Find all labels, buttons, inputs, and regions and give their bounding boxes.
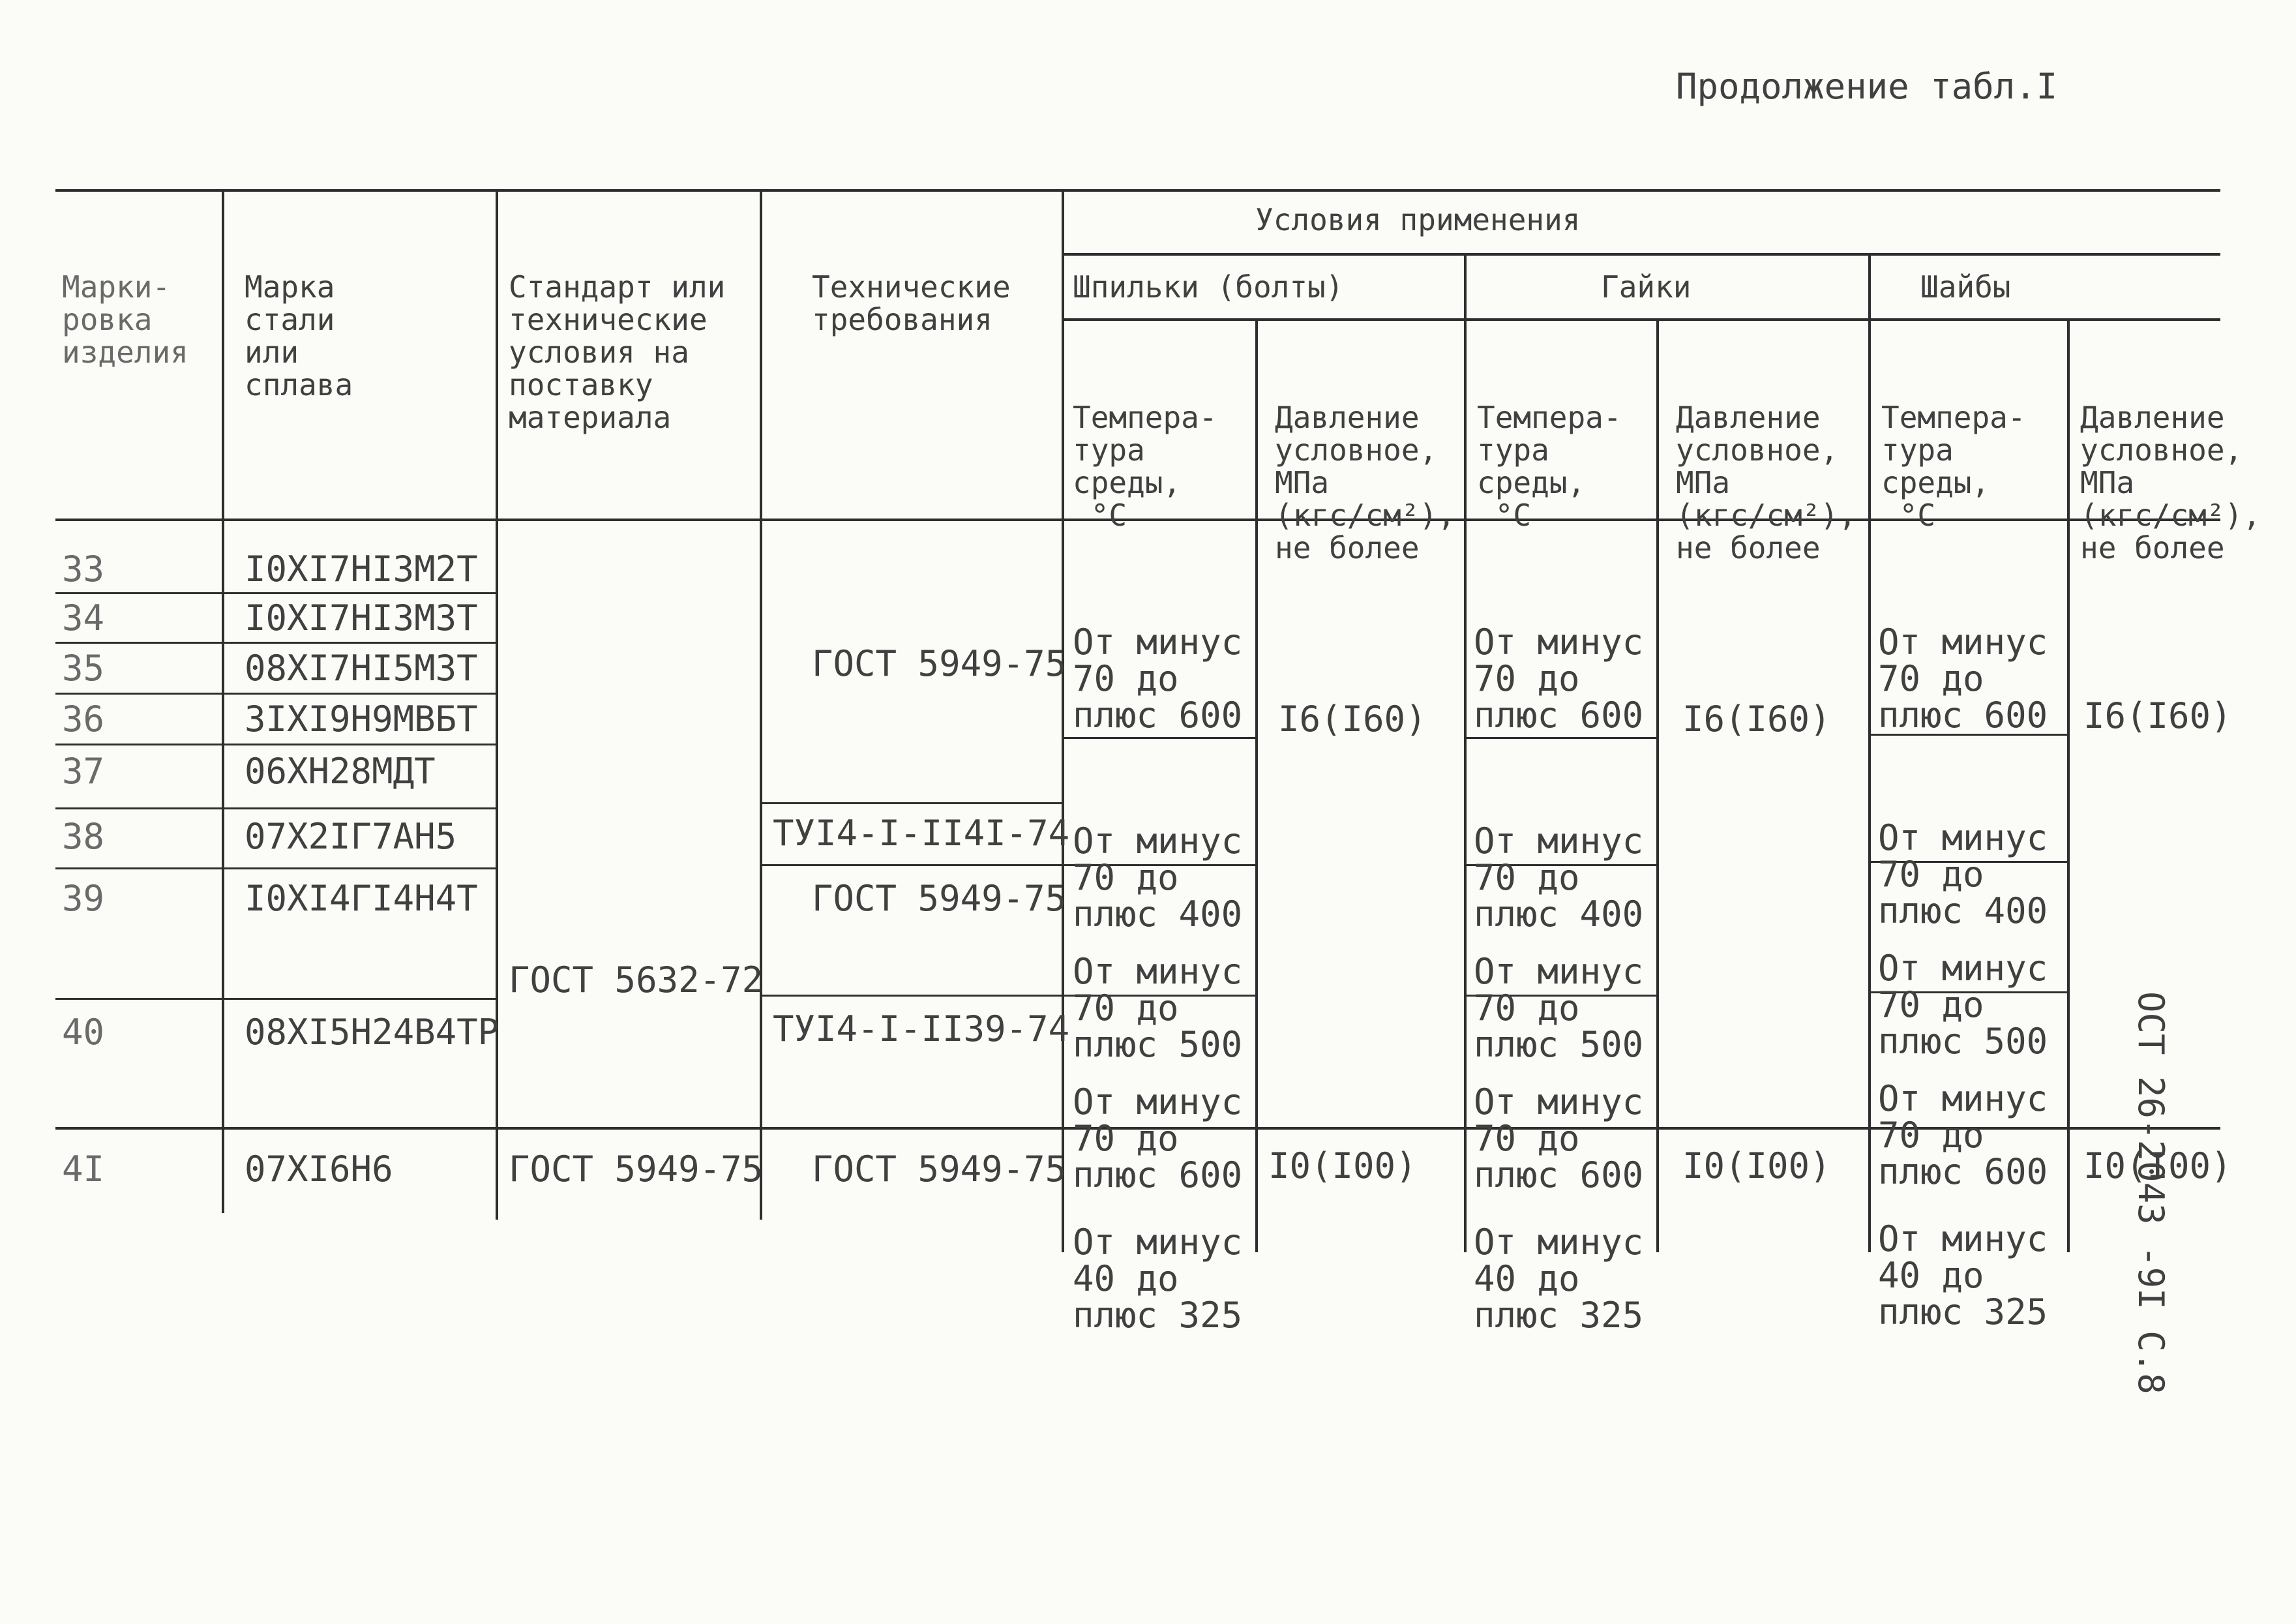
col-rule bbox=[2067, 318, 2070, 1252]
col-rule bbox=[222, 189, 224, 1213]
row-rule bbox=[55, 642, 496, 644]
tech-requirement: ГОСТ 5949-75 bbox=[812, 878, 1067, 919]
pressure-studs: I0(I00) bbox=[1268, 1145, 1417, 1186]
temp-nuts: От минус 70 до плюс 600 bbox=[1474, 622, 1644, 736]
header-steel: Марка стали или сплава bbox=[245, 269, 353, 402]
row-number: 39 bbox=[62, 878, 105, 919]
tech-requirement: ГОСТ 5949-75 bbox=[812, 643, 1067, 684]
header-temp-studs: Темпера- тура среды, °C bbox=[1073, 400, 1217, 533]
subgroup-header-rule bbox=[1063, 318, 2220, 321]
row-number: 38 bbox=[62, 816, 105, 857]
row-rule bbox=[55, 592, 496, 594]
row-number: 36 bbox=[62, 699, 105, 740]
standard-row41: ГОСТ 5949-75 bbox=[509, 1149, 764, 1190]
group-header-rule bbox=[1063, 253, 2220, 256]
col-rule bbox=[760, 189, 762, 1220]
temp-studs: От минус 70 до плюс 600 bbox=[1073, 622, 1243, 736]
col-rule bbox=[1464, 253, 1467, 1252]
header-marking: Марки- ровка изделия bbox=[62, 269, 188, 370]
row-rule bbox=[55, 744, 496, 745]
steel-grade: 07X2IГ7AH5 bbox=[245, 816, 457, 857]
pressure-studs: I6(I60) bbox=[1278, 699, 1427, 740]
steel-grade: 3IXI9H9MBБT bbox=[245, 699, 478, 740]
tech-rule bbox=[760, 802, 1063, 804]
header-nuts: Гайки bbox=[1601, 269, 1692, 305]
temp-studs: От минус 70 до плюс 600 bbox=[1073, 1081, 1243, 1195]
temp-nuts: От минус 70 до плюс 400 bbox=[1474, 820, 1644, 935]
temp-nuts: От минус 70 до плюс 500 bbox=[1474, 951, 1644, 1065]
pressure-nuts: I0(I00) bbox=[1682, 1145, 1831, 1186]
table-top-rule bbox=[55, 189, 2220, 192]
temp-nuts: От минус 70 до плюс 600 bbox=[1474, 1081, 1644, 1195]
temp-washers: От минус 70 до плюс 400 bbox=[1878, 817, 2048, 931]
tech-rule bbox=[760, 995, 1063, 997]
steel-grade: I0XI7HI3M3T bbox=[245, 597, 478, 639]
row-rule bbox=[55, 693, 496, 695]
header-studs: Шпильки (болты) bbox=[1073, 269, 1344, 305]
row-rule bbox=[55, 867, 496, 869]
col-rule bbox=[496, 189, 498, 1220]
header-standard: Стандарт или технические условия на поставку материала bbox=[509, 269, 726, 435]
steel-grade: I0XI7HI3M2T bbox=[245, 549, 478, 590]
tech-requirement: ТУI4-I-II4I-74 bbox=[773, 813, 1070, 854]
temp-washers: От минус 40 до плюс 325 bbox=[1878, 1218, 2048, 1332]
temp-washers: От минус 70 до плюс 600 bbox=[1878, 1078, 2048, 1192]
header-washers: Шайбы bbox=[1920, 269, 2011, 305]
row-number: 33 bbox=[62, 549, 105, 590]
temp-nuts: От минус 40 до плюс 325 bbox=[1474, 1222, 1644, 1336]
pressure-nuts: I6(I60) bbox=[1682, 699, 1831, 740]
col-rule bbox=[1062, 189, 1064, 1252]
header-tech: Технические требования bbox=[812, 269, 1011, 337]
steel-grade: 07XI6H6 bbox=[245, 1149, 393, 1190]
row-number: 37 bbox=[62, 751, 105, 792]
temp-washers: От минус 70 до плюс 600 bbox=[1878, 622, 2048, 736]
continuation-title: Продолжение табл.I bbox=[1676, 66, 2058, 107]
temp-washers: От минус 70 до плюс 500 bbox=[1878, 948, 2048, 1062]
temp-studs: От минус 70 до плюс 400 bbox=[1073, 820, 1243, 935]
tech-requirement: ТУI4-I-II39-74 bbox=[773, 1008, 1070, 1049]
row-number: 35 bbox=[62, 648, 105, 689]
steel-grade: 08XI5H24B4TP bbox=[245, 1012, 499, 1053]
steel-grade: 06XH28MДT bbox=[245, 751, 436, 792]
header-pressure-nuts: Давление условное, МПа (кгс/см²), не более bbox=[1676, 400, 1856, 565]
col-rule bbox=[1656, 318, 1659, 1252]
row-number: 40 bbox=[62, 1012, 105, 1053]
pressure-washers: I6(I60) bbox=[2083, 695, 2232, 736]
row-number: 4I bbox=[62, 1149, 105, 1190]
document-code-side-label: ОСТ 26-2043 -9I С.8 bbox=[2130, 991, 2171, 1394]
steel-grade: 08XI7HI5M3T bbox=[245, 648, 478, 689]
pressure-washers: I0(I00) bbox=[2083, 1145, 2232, 1186]
temp-studs: От минус 70 до плюс 500 bbox=[1073, 951, 1243, 1065]
tech-rule bbox=[760, 864, 1063, 866]
temp-studs: От минус 40 до плюс 325 bbox=[1073, 1222, 1243, 1336]
col-rule bbox=[1255, 318, 1258, 1252]
row-rule bbox=[55, 807, 496, 809]
header-pressure-washers: Давление условное, МПа (кгс/см²), не более bbox=[2080, 400, 2261, 565]
header-temp-washers: Темпера- тура среды, °C bbox=[1881, 400, 2026, 533]
row-rule bbox=[55, 998, 496, 1000]
header-pressure-studs: Давление условное, МПа (кгс/см²), не более bbox=[1275, 400, 1455, 565]
header-usage: Условия применения bbox=[1255, 202, 1581, 237]
row-number: 34 bbox=[62, 597, 105, 639]
standard-main: ГОСТ 5632-72 bbox=[509, 959, 764, 1000]
tech-requirement: ГОСТ 5949-75 bbox=[812, 1149, 1067, 1190]
steel-grade: I0XI4ГI4H4T bbox=[245, 878, 478, 919]
col-rule bbox=[1868, 253, 1871, 1252]
header-temp-nuts: Темпера- тура среды, °C bbox=[1477, 400, 1622, 533]
